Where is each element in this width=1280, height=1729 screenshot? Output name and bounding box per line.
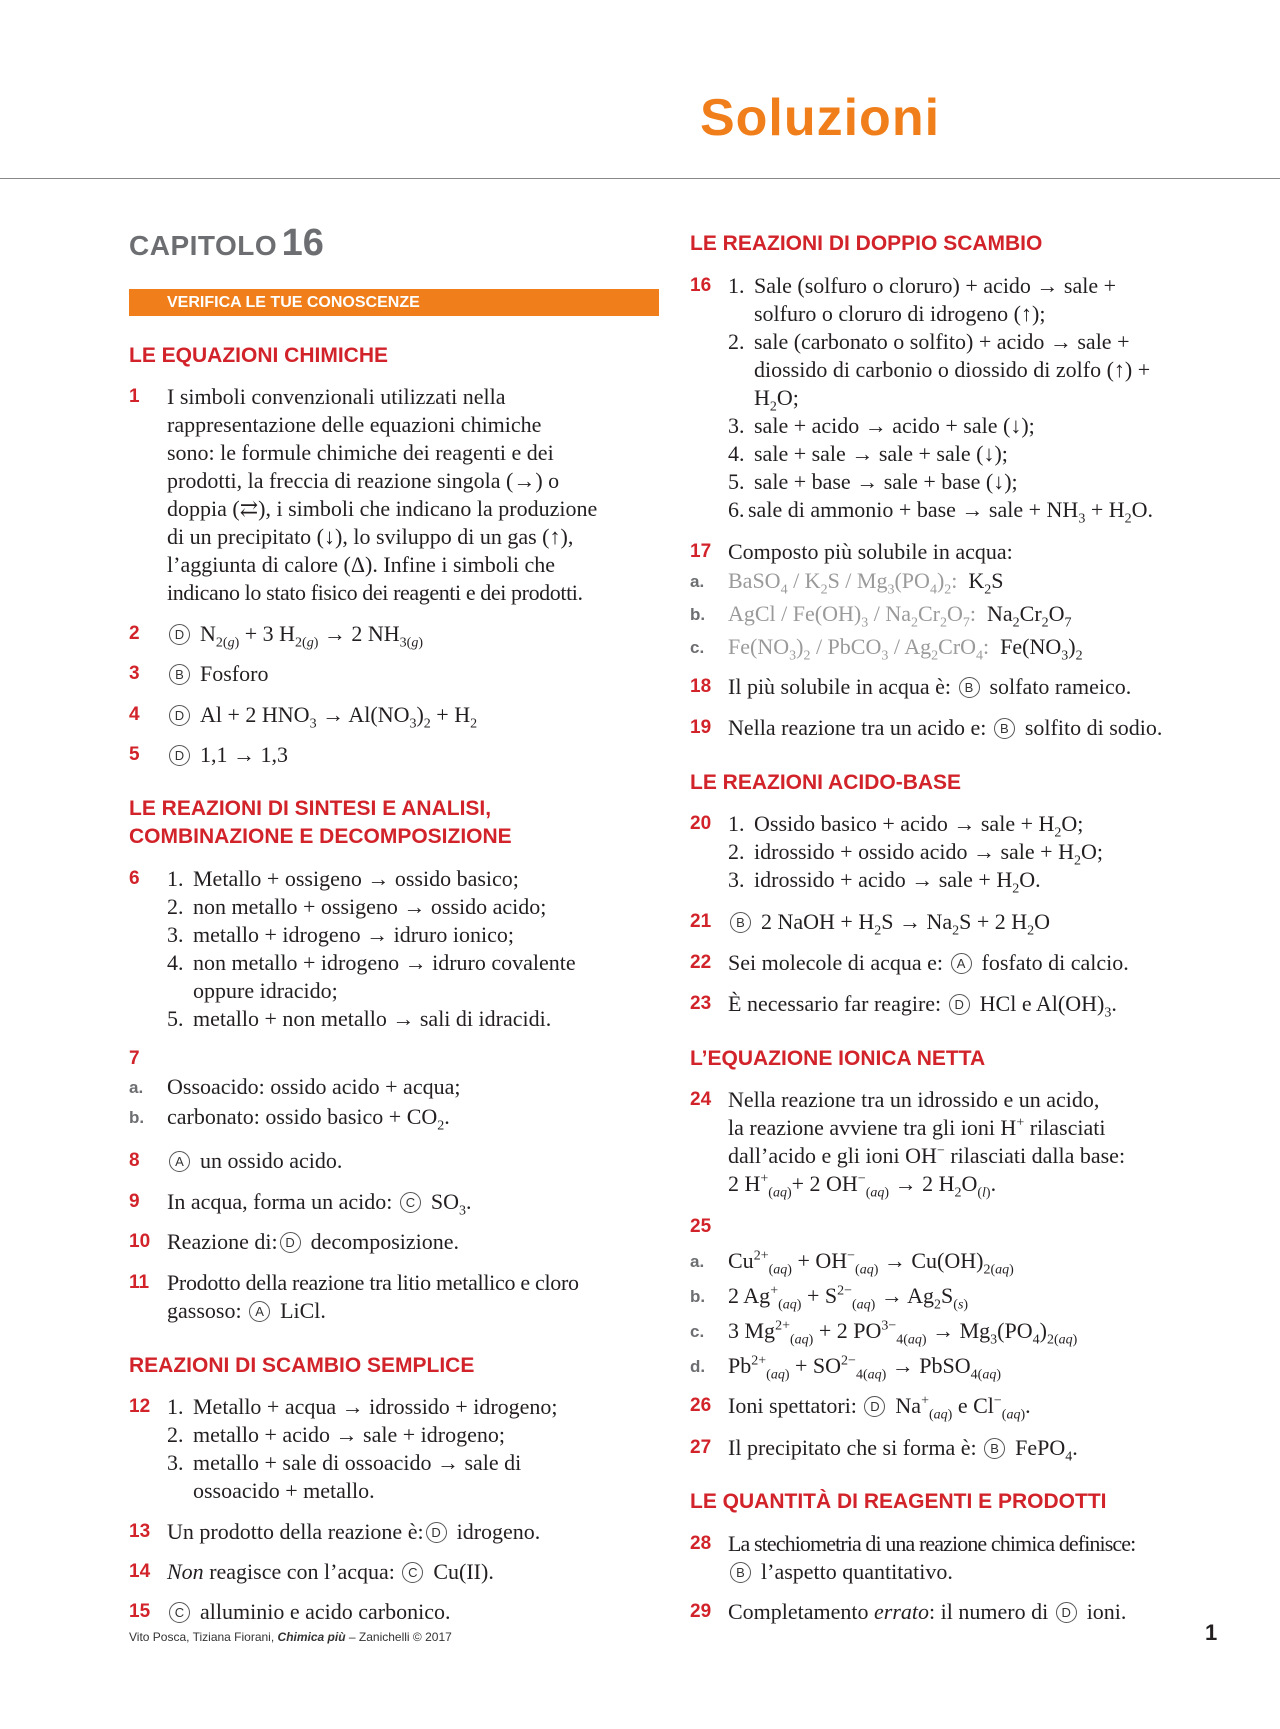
question-number: 24 [690,1089,712,1110]
answer-text: 1,1 → 1,3 [200,742,288,767]
answer-text: solfito di sodio. [1024,715,1163,740]
item-text: non metallo + ossigeno → ossido acido; [193,894,547,919]
option-letter: c. [690,638,705,657]
footer-authors: Vito Posca, Tiziana Fiorani, [129,1630,275,1644]
chapter-label: CAPITOLO [129,230,278,261]
item-number: 3. [728,867,745,892]
question-17 [690,538,1235,566]
answer-text: Sei molecole di acqua e: [728,950,944,975]
option-badge: B [959,677,980,698]
answer-text: solfato rameico. [989,674,1132,699]
question-28 [690,1530,1235,1586]
item-text: solfuro o cloruro di idrogeno (↑); [754,301,1046,326]
item-text: Ossido basico + acido → sale + $H_2O$; [754,811,1084,841]
question-26: 26 Ioni spettatori: D $Na^+_{(aq)}$ e $Cl^-_{(aq)}$. [690,1393,1031,1423]
footer-publisher: – Zanichelli © 2017 [348,1630,452,1644]
answer-text: Nella reazione tra un idrossido e un acido, [728,1087,1100,1112]
question-4 [129,701,674,732]
answer-text: Ossoacido: ossido acido + acqua; [167,1074,461,1099]
option-badge: A [249,1301,270,1322]
section-heading: L’EQUAZIONE IONICA NETTA [690,1047,986,1070]
question-number: 3 [129,663,140,684]
option-badge: D [864,1396,885,1417]
item-text: metallo + idrogeno → idruro ionico; [193,922,514,947]
option-letter: a. [690,1252,705,1271]
item-number: 5. [728,469,745,494]
item-number: 2. [728,839,745,864]
question-29 [690,1598,1235,1626]
option-row [690,1317,1235,1348]
item-text: idrossido + acido → sale + $H_2O$. [754,867,1041,897]
question-2 [129,620,674,651]
question-number: 13 [129,1521,151,1542]
question-18 [690,673,1235,701]
section-heading: LE REAZIONI ACIDO-BASE [690,771,962,794]
option-badge: D [1056,1602,1077,1623]
question-number: 17 [690,541,712,562]
page-number: 1 [1205,1620,1218,1645]
section-heading-line: COMBINAZIONE E DECOMPOSIZIONE [129,825,512,848]
question-6 [129,865,674,1033]
option-badge: B [169,664,190,685]
option-letter: b. [129,1108,145,1127]
question-15 [129,1598,674,1626]
footer-book-title: Chimica più [277,1630,346,1644]
answer-text: idrossido + acido → sale + H [754,867,1013,892]
emphasis-text: errato [874,1599,930,1624]
answer-line: indicano lo stato fisico dei reagenti e dei prodotti. [167,580,583,605]
option-badge: D [169,624,190,645]
answer-text: È necessario far reagire: [728,991,942,1016]
answer-line: $Cu^{2+}_{(aq)} + OH^-_{(aq)} \to Cu(OH)_{2(aq)}$ [728,1248,1014,1278]
item-number: 1. [167,866,184,891]
question-11 [129,1269,674,1325]
option-badge: D [169,705,190,726]
item-text: $H_2O$; [754,385,799,415]
answer-line: l’aggiunta di calore (Δ). Infine i simboli che [167,552,556,577]
section-heading: LE REAZIONI DI DOPPIO SCAMBIO [690,232,1043,255]
answer-line: B 2 NaOH + $H_2S \to Na_2S + 2$ $H_2O$ [728,908,1235,936]
item-text: Sale (solfuro o cloruro) + acido → sale + [754,273,1117,298]
option-letter: c. [690,1322,705,1341]
section-heading [129,795,669,851]
answer-line: I simboli convenzionali utilizzati nella [167,384,506,409]
question-number: 5 [129,744,140,765]
section-heading: LE EQUAZIONI CHIMICHE [129,344,389,367]
answer-text: Prodotto della reazione tra litio metallico e cloro [167,1270,579,1295]
question-number: 16 [690,275,712,296]
option-badge: B [730,1562,751,1583]
answer-text: Un prodotto della reazione è: [167,1519,424,1544]
option-badge: B [730,912,751,933]
option-badge: C [402,1562,423,1583]
emphasis-text: Non [167,1559,204,1584]
section-heading: REAZIONI DI SCAMBIO SEMPLICE [129,1354,475,1377]
section-heading-line: LE REAZIONI DI SINTESI E ANALISI, [129,797,492,820]
question-number: 23 [690,993,712,1014]
answer-text: In acqua, forma un acido: [167,1189,393,1214]
item-text: non metallo + idrogeno → idruro covalente [193,950,576,975]
answer-line: sono: le formule chimiche dei reagenti e dei [167,440,554,465]
answer-text: Reazione di: [167,1229,278,1254]
answer-line: 2 $Ag^+_{(aq)} + S^{2-}_{(aq)} \to Ag_2S_{(s)}$ [728,1283,969,1313]
question-number: 15 [129,1601,151,1622]
option-letter: b. [690,1287,706,1306]
item-text: Metallo + ossigeno → ossido basico; [193,866,519,891]
question-number: 27 [690,1437,712,1458]
item-number: 2. [167,894,184,919]
answer-text: rilasciati dalla base: [950,1143,1126,1168]
answer-text: Completamento [728,1599,869,1624]
option-badge: C [169,1602,190,1623]
answer-text: La stechiometria di una reazione chimica definisce: [728,1531,1136,1556]
option-badge: D [280,1232,301,1253]
question-10 [129,1228,674,1256]
item-text: sale (carbonato o solfito) + acido → sale + [754,329,1130,354]
section-band: VERIFICA LE TUE CONOSCENZE [129,289,659,316]
item-text: idrossido + ossido acido → sale + $H_2O$; [754,839,1103,869]
item-number: 4. [167,950,184,975]
question-number: 28 [690,1533,712,1554]
option-row [690,1282,1235,1313]
question-14 [129,1558,674,1586]
question-16 [690,272,1235,527]
answer-line: 2 $H^+_{(aq)}+ 2$ $OH^-_{(aq)} \to 2$ $H_2O_{(l)}$. [728,1171,997,1201]
question-3 [129,660,674,688]
item-number: 5. [167,1006,184,1031]
answer-text: gassoso: [167,1298,242,1323]
answer-text: alluminio e acido carbonico. [200,1599,451,1624]
answer-text: Ossido basico + acido → sale + H [754,811,1055,836]
option-badge: A [951,953,972,974]
answer-text: Il precipitato che si forma è: [728,1435,977,1460]
question-1 [129,383,674,607]
item-text: Metallo + acqua → idrossido + idrogeno; [193,1394,558,1419]
question-number: 26 [690,1395,712,1416]
question-20 [690,810,1235,897]
option-letter: a. [690,572,705,591]
question-19 [690,714,1235,742]
item-text: sale + acido → acido + sale (↓); [754,413,1035,438]
page-title: Soluzioni [699,89,941,147]
answer-text: Fosforo [200,661,269,686]
question-number: 8 [129,1150,140,1171]
answer-text: Il più solubile in acqua è: [728,674,951,699]
answer-line: carbonato: ossido basico + $CO_2$. [167,1104,450,1134]
option-row [129,1073,674,1101]
question-number: 9 [129,1191,140,1212]
option-row [690,1352,1235,1383]
item-text: metallo + non metallo → sali di idracidi. [193,1006,552,1031]
item-text: metallo + acido → sale + idrogeno; [193,1422,505,1447]
question-8 [129,1147,674,1175]
answer-text: FePO [1015,1435,1066,1460]
option-letter: a. [129,1078,144,1097]
answer-line: prodotti, la freccia di reazione singola (→) o [167,468,560,493]
answer-text: SO [430,1189,460,1214]
chapter-number: 16 [281,222,324,264]
answer-text: idrogeno. [456,1519,541,1544]
option-row [690,567,1235,598]
answer-text: un ossido acido. [200,1148,343,1173]
option-badge: D [949,994,970,1015]
answer-line: BaSO$_4$ / $K_2S / Mg_3(PO_4)_2$: $K_2S$ [728,568,1004,598]
answer-text: reagisce con l’acqua: [209,1559,395,1584]
answer-line: 3 $Mg^{2+}_{(aq)} + 2$ $PO^{3-}_{4(aq)} \to Mg_3(PO_4)_{2(aq)}$ [728,1318,1078,1348]
item-number: 6. [728,497,745,522]
item-text: oppure idracido; [193,978,338,1003]
title-divider [0,178,1280,179]
item-number: 2. [728,329,745,354]
answer-text: Composto più solubile in acqua: [728,539,1013,564]
item-number: 1. [728,273,745,298]
option-row [690,1247,1235,1278]
footer-credits [129,1630,452,1644]
option-letter: d. [690,1357,706,1376]
answer-line: AgCl / $Fe(OH)_3 / Na_2Cr_2O_7$: $Na_2Cr_2O_7$ [728,601,1072,631]
option-badge: C [400,1192,421,1213]
item-number: 2. [167,1422,184,1447]
question-21 [690,908,1235,939]
question-24: 24 Nella reazione tra un idrossido e un acido, la reazione avviene tra gli ioni H+ rilasciati dall’acido e gli ioni OH− rilasciati dalla base: 2 $H^+_{(aq)}+ 2$ $OH^-_{(aq)} \to 2$ $H_2O_{(l)}$. [690,1086,1235,1198]
item-number: 3. [728,413,745,438]
question-number: 22 [690,952,712,973]
question-number: 1 [129,386,140,407]
option-badge: B [994,718,1015,739]
question-number: 29 [690,1601,712,1622]
question-22 [690,949,1235,977]
question-number: 11 [129,1272,150,1293]
chapter-heading [129,222,324,265]
option-badge: D [426,1522,447,1543]
answer-line: $Fe(NO_3)_2$ / PbCO$_3$ / $Ag_2CrO_4$: $Fe(NO_3)_2$ [728,634,1083,664]
item-text: sale + sale → sale + sale (↓); [754,441,1008,466]
question-number: 10 [129,1231,151,1252]
item-number: 3. [167,1450,184,1475]
answer-line: rappresentazione delle equazioni chimiche [167,412,542,437]
answer-line: D Al + 2 $HNO_3 \to Al(NO_3)_2 + H_2$ [167,701,674,729]
answer-text: l’aspetto quantitativo. [761,1559,953,1584]
question-23: 23 È necessario far reagire: D HCl e $Al(OH)_3$. [690,991,1117,1021]
answer-text: idrossido + ossido acido → sale + H [754,839,1074,864]
item-text: metallo + sale di ossoacido → sale di [193,1450,522,1475]
answer-text: Ioni spettatori: [728,1393,857,1418]
option-letter: b. [690,605,706,624]
answer-text: dall’acido e gli ioni OH [728,1143,937,1168]
question-number: 14 [129,1561,151,1582]
question-number: 12 [129,1396,151,1417]
item-number: 4. [728,441,745,466]
question-number: 25 [690,1216,712,1237]
answer-text: : il numero di [929,1599,1049,1624]
question-12 [129,1393,674,1505]
answer-line: di un precipitato (↓), lo sviluppo di un gas (↑), [167,524,574,549]
answer-text: la reazione avviene tra gli ioni H [728,1115,1017,1140]
question-number: 2 [129,623,140,644]
section-heading: LE QUANTITÀ DI REAGENTI E PRODOTTI [690,1490,1107,1513]
item-number: 1. [167,1394,184,1419]
question-number: 7 [129,1048,140,1069]
item-text: sale + base → sale + base (↓); [754,469,1018,494]
question-number: 19 [690,717,712,738]
question-5 [129,741,674,769]
answer-text: ioni. [1086,1599,1127,1624]
option-row [690,633,1235,664]
option-badge: D [169,745,190,766]
question-13 [129,1518,674,1546]
item-text: ossoacido + metallo. [193,1478,375,1503]
answer-text: sale di ammonio + base → sale + NH [748,497,1079,522]
question-number: 21 [690,911,712,932]
question-9: 9 In acqua, forma un acido: C $SO_3$. [129,1189,472,1219]
option-row [690,600,1235,631]
answer-text: decomposizione. [310,1229,460,1254]
answer-line: D $N_{2(g)} + 3$ $H_{2(g)} \to 2$ $NH_{3(g)}$ [167,620,674,648]
question-number: 6 [129,868,140,889]
question-27: 27 Il precipitato che si forma è: B FePO$_4$. [690,1435,1078,1465]
option-row [129,1103,674,1134]
answer-text: rilasciati [1029,1115,1106,1140]
item-text: diossido di carbonio o diossido di zolfo (↑) + [754,357,1151,382]
question-number: 4 [129,704,140,725]
option-badge: B [984,1438,1005,1459]
item-text: sale di ammonio + base → sale + $NH_3 + H_2O$. [748,497,1153,527]
answer-line: $Pb^{2+}_{(aq)} + SO^{2-}_{4(aq)}$ → PbSO$_{4(aq)}$ [728,1353,1001,1383]
answer-text: HCl e Al(OH) [979,991,1105,1016]
question-number: 20 [690,813,712,834]
answer-text: Nella reazione tra un acido e: [728,715,987,740]
question-number: 18 [690,676,712,697]
answer-line: doppia (⇄), i simboli che indicano la produzione [167,496,598,521]
answer-text: carbonato: ossido basico + CO [167,1104,438,1129]
answer-text: Cu(II). [433,1559,494,1584]
answer-text: LiCl. [280,1298,326,1323]
item-number: 3. [167,922,184,947]
answer-text: fosfato di calcio. [981,950,1129,975]
option-badge: A [169,1151,190,1172]
item-number: 1. [728,811,745,836]
